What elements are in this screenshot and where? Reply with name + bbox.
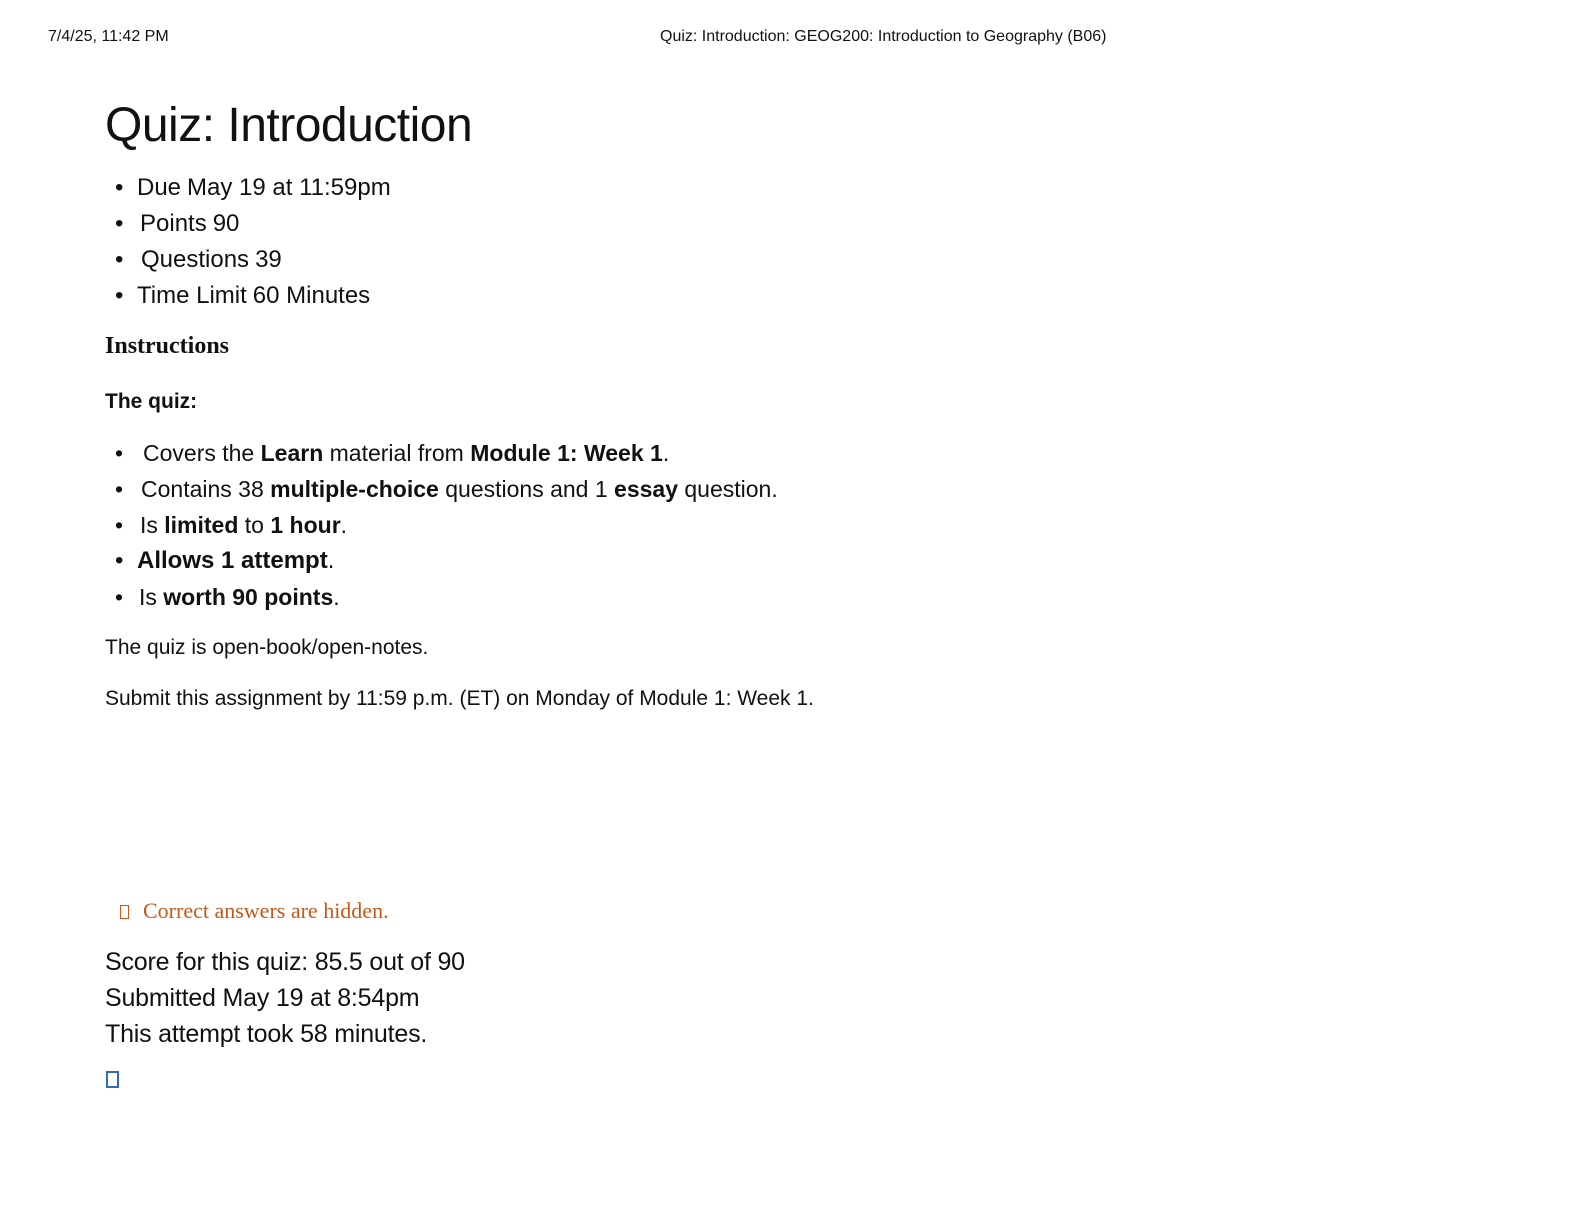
hidden-notice-text: Correct answers are hidden. — [143, 898, 389, 923]
emphasis: multiple-choice — [270, 476, 439, 502]
print-datetime: 7/4/25, 11:42 PM — [48, 28, 169, 45]
attempt-link-icon[interactable] — [106, 1071, 119, 1088]
emphasis: worth 90 points — [163, 584, 334, 610]
text: . — [327, 547, 335, 574]
text: Is — [140, 512, 165, 538]
submission-note: Submit this assignment by 11:59 p.m. (ET) on Monday of Module 1: Week 1. — [105, 687, 814, 710]
instruction-item — [115, 507, 1405, 543]
submitted-line: Submitted May 19 at 8:54pm — [105, 984, 420, 1012]
meta-value: 39 — [255, 246, 282, 273]
meta-label: Questions — [141, 246, 250, 273]
meta-questions — [115, 242, 1405, 278]
meta-value: 60 Minutes — [252, 282, 371, 309]
emphasis: Allows 1 attempt — [137, 547, 328, 574]
emphasis: 1 hour — [270, 512, 341, 538]
meta-value: May 19 at 11:59pm — [187, 174, 391, 201]
info-box-icon — [120, 905, 129, 919]
text: Covers the — [143, 440, 261, 466]
text: to — [238, 512, 271, 538]
meta-value: 90 — [212, 210, 240, 237]
quiz-results — [105, 944, 465, 1052]
instruction-item — [115, 543, 1405, 579]
text: Contains 38 — [141, 476, 271, 502]
instructions-heading: Instructions — [105, 333, 230, 359]
correct-answers-hidden-notice — [120, 896, 389, 926]
instructions-intro: The quiz: — [105, 390, 198, 413]
instruction-item — [115, 435, 1405, 471]
emphasis: limited — [164, 512, 239, 538]
attempt-duration-line: This attempt took 58 minutes. — [105, 1020, 428, 1048]
emphasis: Module 1: Week 1 — [470, 440, 663, 466]
meta-label: Due — [137, 174, 182, 201]
meta-time-limit — [115, 278, 1405, 314]
open-book-note: The quiz is open-book/open-notes. — [105, 636, 429, 659]
text: . — [333, 584, 340, 610]
text: questions and 1 — [438, 476, 615, 502]
text: question. — [678, 476, 778, 502]
meta-label: Time Limit — [137, 282, 247, 309]
print-page-title: Quiz: Introduction: GEOG200: Introduction to Geography (B06) — [660, 28, 1107, 45]
score-line: Score for this quiz: 85.5 out of 90 — [105, 948, 465, 976]
quiz-meta-list — [105, 170, 1405, 314]
text: Is — [139, 584, 164, 610]
text: . — [662, 440, 670, 466]
emphasis: essay — [614, 476, 678, 502]
instructions-list — [105, 435, 1405, 615]
meta-label: Points — [140, 210, 207, 237]
instruction-item — [115, 579, 1405, 615]
quiz-content — [105, 96, 1405, 714]
emphasis: Learn — [260, 440, 324, 466]
meta-points — [115, 206, 1405, 242]
meta-due — [115, 170, 1405, 206]
instruction-item — [115, 471, 1405, 507]
text: material from — [323, 440, 471, 466]
quiz-title: Quiz: Introduction — [105, 99, 473, 152]
text: . — [340, 512, 348, 538]
